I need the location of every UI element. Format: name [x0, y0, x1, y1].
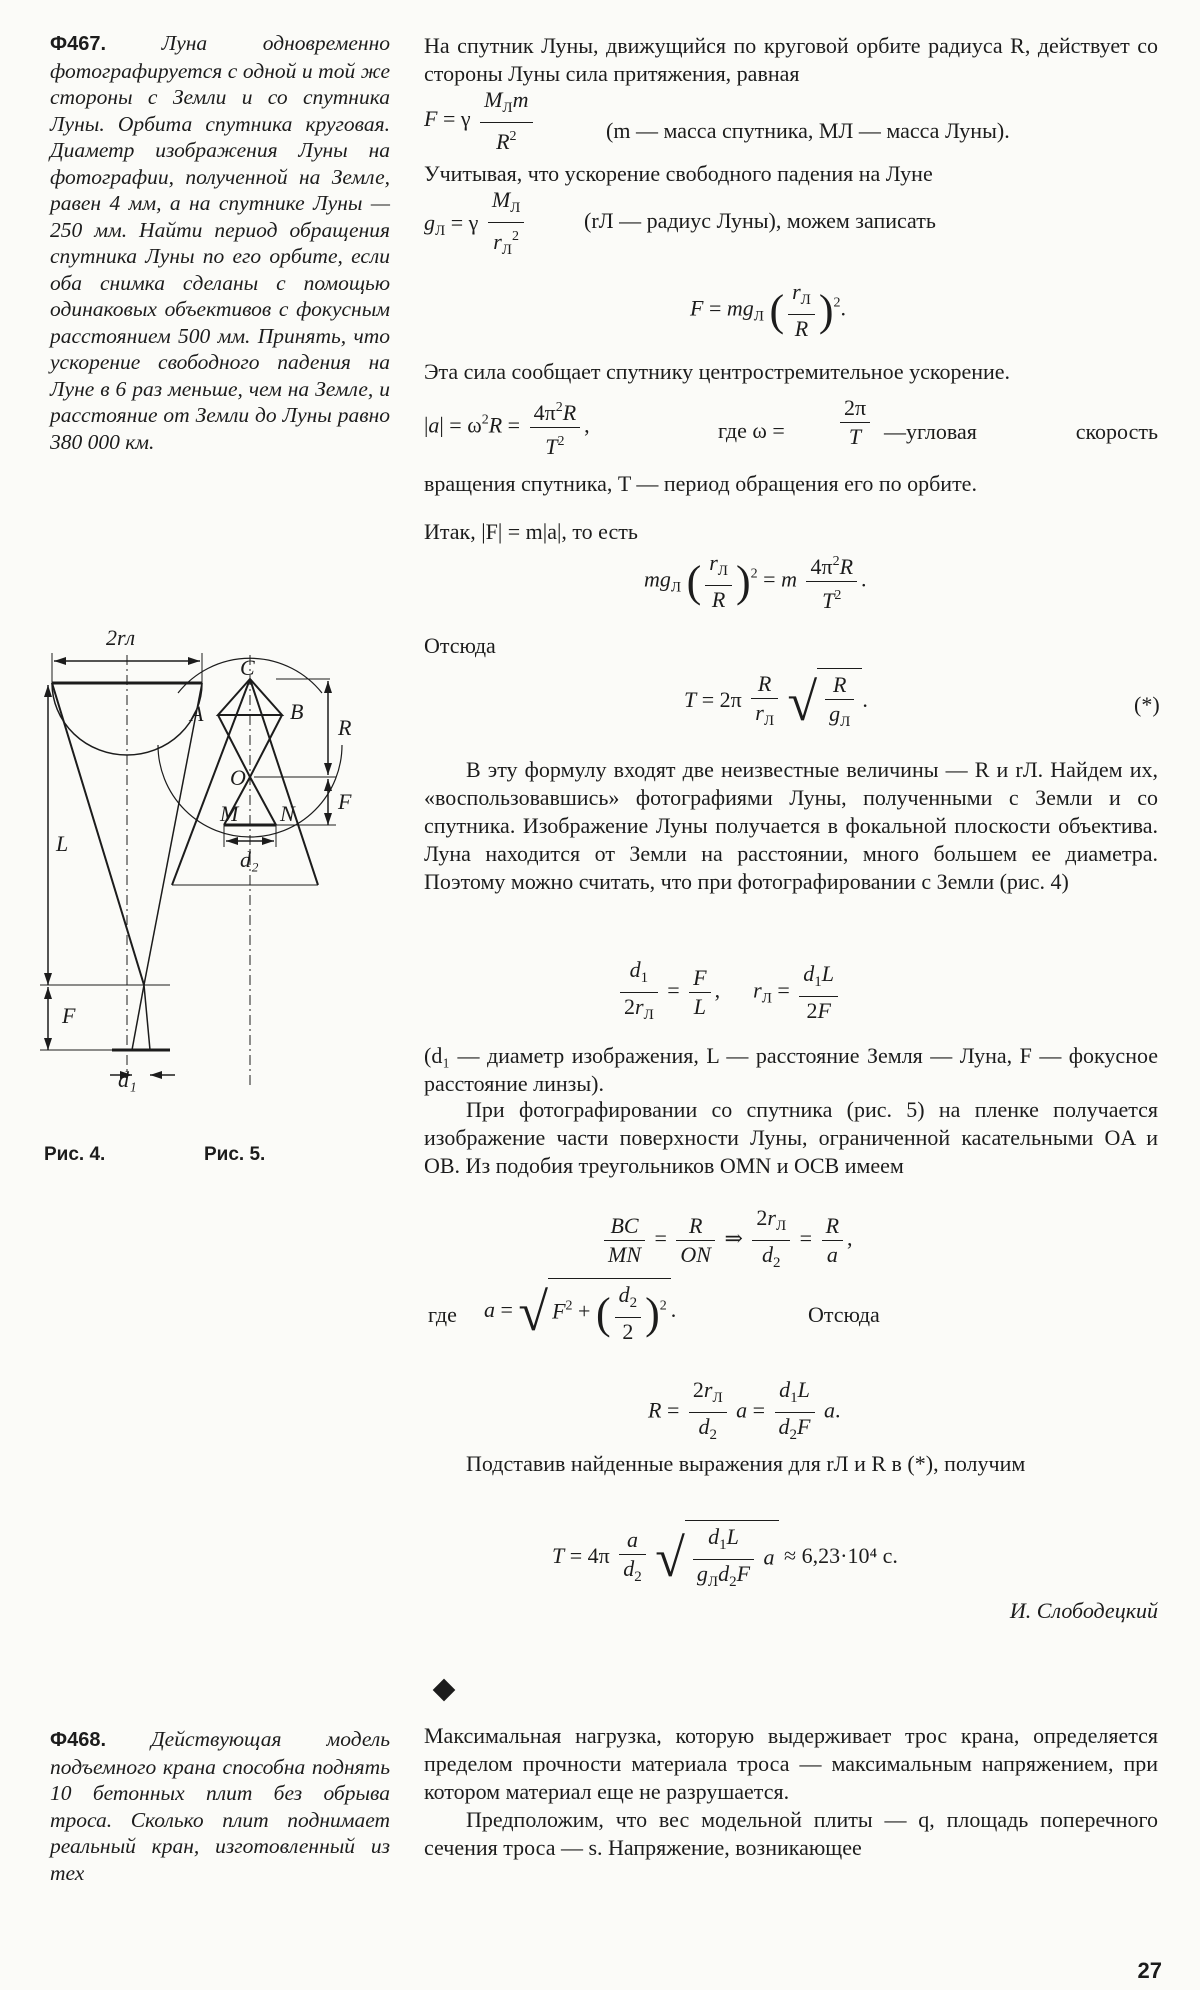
- paragraph: Итак, |F| = m|a|, то есть: [424, 519, 638, 544]
- page-number: 27: [1137, 1958, 1162, 1983]
- problem-468: [50, 1726, 390, 1886]
- equation-R: R = $\frac{2r_Л}{d_2}$ a = $\frac{d_1L}{d_2F}$ a.: [648, 1377, 841, 1443]
- solution-467-p3c: [424, 418, 1158, 510]
- problem-467: [50, 30, 390, 455]
- paragraph: В эту формулу входят две неизвестные величины — R и rЛ. Найдем их, «воспользовавшись» фотографиями Луны, полученными с Земли и со спутника. Изображение Луны получается в фокальной плоскости объектива. Луна находится от Земли на расстоянии, много большем ее диаметра. Поэтому можно считать, что при фотографировании с Земли (рис. 4): [424, 757, 1158, 894]
- fig5-label-N: N: [280, 801, 295, 826]
- equation-omega: $\frac{2\pi}{T}$: [836, 394, 874, 451]
- solution-468: [424, 1722, 1158, 1862]
- paragraph: Максимальная нагрузка, которую выдерживает трос крана, определяется пределом прочности материала троса — максимальным напряжением, при котором материал еще не разрушается.: [424, 1723, 1158, 1804]
- problem-number: Ф468.: [50, 1729, 106, 1751]
- figures: [40, 615, 410, 1105]
- solution-467-p2: [424, 160, 1158, 188]
- equation-omega-label: где ω =: [718, 418, 785, 443]
- paragraph: Учитывая, что ускорение свободного падения на Луне: [424, 161, 933, 186]
- signature: И. Слободецкий: [1009, 1598, 1158, 1623]
- equation-force: F = γ $\frac{M_Лm}{R^2}$: [424, 86, 537, 156]
- fig5-label-R: R: [338, 715, 352, 740]
- paragraph: Отсюда: [424, 633, 496, 658]
- equation-force-2: $F = mg_Л$ ( $\frac{r_Л}{R}$ )$^2$.: [690, 279, 847, 341]
- paragraph: (d₁ — диаметр изображения, L — расстояние Земля — Луна, F — фокусное расстояние линзы).: [424, 1043, 1158, 1096]
- equation-a: a = √ $F^2$ + ( $\frac{d_2}{2}$ )$^2$ .: [484, 1278, 676, 1346]
- equation-force-note: (m — масса спутника, MЛ — масса Луны).: [606, 118, 1010, 143]
- equation-star-label: (*): [1134, 692, 1160, 717]
- fig5-label-M: M: [220, 801, 239, 826]
- problem-number: Ф467.: [50, 33, 106, 55]
- figure-5-caption: Рис. 5.: [204, 1144, 266, 1165]
- solution-467-p3: [424, 358, 1158, 386]
- fig4-label-d: d₁: [118, 1067, 137, 1092]
- paragraph: —угловая скорость вращения спутника, T — период обращения его по орбите.: [424, 419, 1158, 496]
- equation-a-after: Отсюда: [808, 1302, 880, 1327]
- solution-467-p8: [424, 1096, 1158, 1180]
- fig5-label-F: F: [338, 789, 352, 814]
- equation-gravity-moon: $g_Л = \gamma$ $\frac{M_Л}{r_Л^2}$: [424, 186, 528, 264]
- equation-similar-triangles: $\frac{BC}{MN}$ = $\frac{R}{ON}$ ⇒ $\frac{2r_Л}{d_2}$ = $\frac{R}{a}$ ,: [600, 1204, 853, 1277]
- fig4-label-L: L: [56, 831, 69, 856]
- solution-467-intro: [424, 32, 1158, 88]
- fig5-label-C: C: [240, 655, 255, 680]
- equation-newton: $mg_Л$ ( $\frac{r_Л}{R}$ )$^2$ = m $\frac{4\pi^2R}{T^2}$ .: [644, 550, 867, 613]
- equation-earth-photo: $\frac{d_1}{2r_Л}$ = $\frac{F}{L}$ , $r_Л$ = $\frac{d_1L}{2F}$: [616, 956, 842, 1029]
- fig5-label-d: d₂: [240, 847, 259, 872]
- result-value: ≈ 6,23·10⁴ с.: [784, 1543, 898, 1569]
- paragraph: Предположим, что вес модельной плиты — q, площадь поперечного сечения троса — s. Напряжение, возникающее: [424, 1807, 1158, 1860]
- paragraph: Подставив найденные выражения для rЛ и R в (*), получим: [466, 1451, 1026, 1476]
- solution-467-p4: [424, 518, 1158, 546]
- problem-text: Луна одновременно фотографируется с одной и той же стороны с Земли и со спутника Луны. Орбита спутника круговая. Диаметр изображения Луны на фотографии, полученной на Земле, равен 4 мм, а на спутнике Луны — 250 мм. Найти период обращения спутника Луны по его орбите, если оба снимка сделаны с помощью одинаковых объективов с фокусным расстоянием 500 мм. Принять, что ускорение свободного падения на Луне в 6 раз меньше, чем на Земле, и расстояние от Земли до Луны равно 380 000 км.: [50, 31, 390, 454]
- figure-4-caption: Рис. 4.: [44, 1144, 106, 1165]
- paragraph: Эта сила сообщает спутнику центростремительное ускорение.: [424, 359, 1011, 384]
- fig4-label-F: F: [62, 1003, 76, 1028]
- equation-final: T = 4π $\frac{a}{d_2}$ √ $\frac{d_1L}{g_Лd_2F}$ a ≈ 6,23·10⁴ с.: [552, 1520, 898, 1596]
- separator-diamond-icon: [433, 1679, 456, 1702]
- fig5-label-A: A: [190, 701, 204, 726]
- equation-a-label: где: [428, 1302, 457, 1327]
- fig5-label-O: O: [230, 765, 246, 790]
- equation-period: T = 2π $\frac{R}{r_Л}$ √ $\frac{R}{g_Л}$ .: [684, 668, 868, 736]
- solution-467-p7: [424, 1042, 1158, 1098]
- fig4-label-top: 2rл: [106, 625, 136, 650]
- solution-467-p10: [424, 1450, 1158, 1478]
- equation-acceleration: $|a| = \omega^2R$ = $\frac{4\pi^2R}{T^2}$ ,: [424, 394, 590, 461]
- solution-467-p5: [424, 632, 1158, 660]
- paragraph: На спутник Луны, движущийся по круговой орбите радиуса R, действует со стороны Луны сила притяжения, равная: [424, 33, 1158, 86]
- problem-text: Действующая модель подъемного крана способна поднять 10 бетонных плит без обрыва троса. Сколько плит поднимает реальный кран, изготовленный из тех: [50, 1727, 391, 1885]
- fig5-label-B: B: [290, 699, 304, 724]
- solution-467-p6: [424, 756, 1158, 896]
- paragraph: При фотографировании со спутника (рис. 5) на пленке получается изображение части поверхности Луны, ограниченной касательными OA и OB. Из подобия треугольников OMN и OCB имеем: [424, 1097, 1158, 1178]
- equation-gravity-note: (rЛ — радиус Луны), можем записать: [584, 208, 936, 233]
